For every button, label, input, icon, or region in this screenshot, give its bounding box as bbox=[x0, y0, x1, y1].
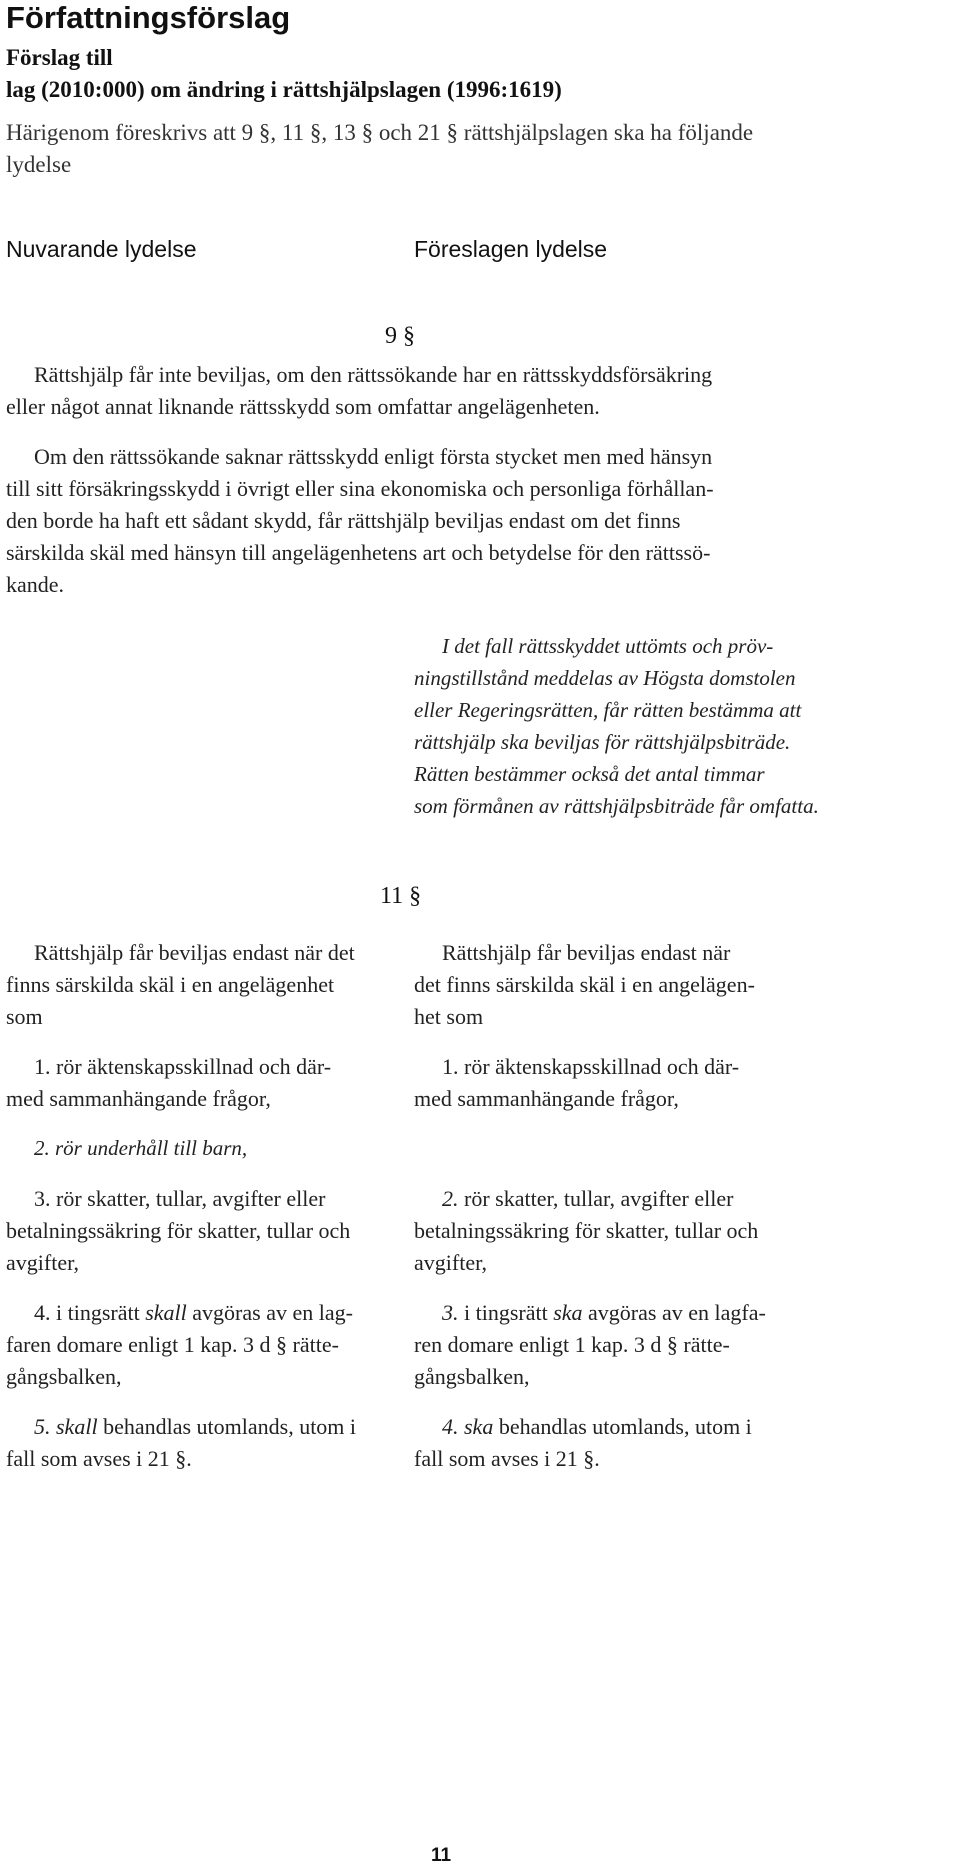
column-header-current: Nuvarande lydelse bbox=[6, 236, 197, 262]
s11-right-item4-suffix: behandlas utomlands, utom i bbox=[493, 1414, 752, 1439]
s11-right-item3-line3: gångsbalken, bbox=[414, 1364, 530, 1389]
s11-right-item3-mid: i tingsrätt bbox=[458, 1300, 554, 1325]
s9-p2-line2: till sitt försäkringsskydd i övrigt eller sina ekonomiska och personliga förhållan- bbox=[6, 476, 714, 501]
section-11-heading: 11 § bbox=[380, 883, 422, 909]
s11-right-intro-line2: det finns särskilda skäl i en angelägen- bbox=[414, 972, 755, 997]
s11-left-item4-prefix: 4. i tingsrätt bbox=[34, 1300, 146, 1325]
document-title: Författningsförslag bbox=[6, 0, 291, 35]
s9-p3-line6: som förmånen av rättshjälpsbiträde får omfatta. bbox=[414, 794, 819, 818]
s9-p3-line3: eller Regeringsrätten, får rätten bestämma att bbox=[414, 698, 802, 722]
s11-left-item5-num: 5. bbox=[34, 1414, 56, 1439]
intro-line2: lydelse bbox=[6, 152, 72, 177]
s11-left-intro-line2: finns särskilda skäl i en angelägenhet bbox=[6, 972, 335, 997]
s11-left-item5-line1 bbox=[34, 1410, 356, 1443]
s9-p2-line1: Om den rättssökande saknar rättsskydd enligt första stycket men med hänsyn bbox=[34, 444, 713, 469]
s11-right-item4-line1 bbox=[442, 1410, 752, 1443]
page-number: 11 bbox=[431, 1845, 452, 1866]
s11-left-item1-line2: med sammanhängande frågor, bbox=[6, 1086, 271, 1111]
s9-p1-line1: Rättshjälp får inte beviljas, om den rättssökande har en rättsskyddsförsäkring bbox=[34, 362, 713, 387]
s11-left-item3-line1: 3. rör skatter, tullar, avgifter eller bbox=[34, 1186, 326, 1211]
s11-left-item4-line1 bbox=[34, 1296, 353, 1329]
s9-p3-line4: rättshjälp ska beviljas för rättshjälpsbiträde. bbox=[414, 730, 791, 754]
s11-left-item5-emphasis: skall bbox=[56, 1414, 98, 1439]
s11-right-item1-line2: med sammanhängande frågor, bbox=[414, 1086, 679, 1111]
s11-left-item4-suffix: avgöras av en lag- bbox=[186, 1300, 353, 1325]
intro-line1: Härigenom föreskrivs att 9 §, 11 §, 13 § och 21 § rättshjälpslagen ska ha följande bbox=[6, 120, 754, 145]
s11-right-item1-line1: 1. rör äktenskapsskillnad och där- bbox=[442, 1054, 740, 1079]
s11-left-item1-line1: 1. rör äktenskapsskillnad och där- bbox=[34, 1054, 332, 1079]
bill-heading-line2: lag (2010:000) om ändring i rättshjälpslagen (1996:1619) bbox=[6, 77, 562, 102]
s11-right-item3-emphasis: ska bbox=[553, 1300, 583, 1325]
s11-right-item2-line3: avgifter, bbox=[414, 1250, 488, 1275]
bill-heading-line1: Förslag till bbox=[6, 45, 113, 70]
s9-p2-line4: särskilda skäl med hänsyn till angelägenhetens art och betydelse för den rättssö- bbox=[6, 540, 711, 565]
column-header-proposed: Föreslagen lydelse bbox=[414, 236, 608, 262]
s9-p3-line2: ningstillstånd meddelas av Högsta domstolen bbox=[414, 666, 796, 690]
s11-right-item2-line2: betalningssäkring för skatter, tullar och bbox=[414, 1218, 759, 1243]
s11-left-item5-suffix: behandlas utomlands, utom i bbox=[97, 1414, 357, 1439]
s11-left-item3-line2: betalningssäkring för skatter, tullar och bbox=[6, 1218, 351, 1243]
s9-p3-line5: Rätten bestämmer också det antal timmar bbox=[414, 762, 765, 786]
s11-right-item4-emphasis: ska bbox=[464, 1414, 494, 1439]
s11-right-item3-num: 3. bbox=[442, 1300, 459, 1325]
s11-left-intro-line3: som bbox=[6, 1004, 43, 1029]
s11-left-item4-line2: faren domare enligt 1 kap. 3 d § rätte- bbox=[6, 1332, 339, 1357]
s11-left-item5-line2: fall som avses i 21 §. bbox=[6, 1446, 192, 1471]
section-9-heading: 9 § bbox=[385, 323, 415, 349]
s11-left-item4-emphasis: skall bbox=[145, 1300, 187, 1325]
s11-right-item4-num: 4. bbox=[442, 1414, 464, 1439]
s11-left-item2: 2. rör underhåll till barn, bbox=[34, 1136, 248, 1160]
s11-right-item4-line2: fall som avses i 21 §. bbox=[414, 1446, 600, 1471]
s9-p1-line2: eller något annat liknande rättsskydd som omfattar angelägenheten. bbox=[6, 394, 600, 419]
s11-left-item4-line3: gångsbalken, bbox=[6, 1364, 122, 1389]
s11-right-intro-line3: het som bbox=[414, 1004, 484, 1029]
s11-right-item2-line1 bbox=[442, 1182, 733, 1215]
s9-p3-line1: I det fall rättsskyddet uttömts och pröv- bbox=[442, 634, 774, 658]
s11-right-item2-num: 2. bbox=[442, 1186, 459, 1211]
s11-left-intro-line1: Rättshjälp får beviljas endast när det bbox=[34, 940, 355, 965]
s11-right-item3-line2: ren domare enligt 1 kap. 3 d § rätte- bbox=[414, 1332, 730, 1357]
s11-right-item3-suffix: avgöras av en lagfa- bbox=[582, 1300, 766, 1325]
s9-p2-line5: kande. bbox=[6, 572, 65, 597]
s11-right-item3-line1 bbox=[442, 1296, 766, 1329]
s11-right-item2-text: rör skatter, tullar, avgifter eller bbox=[458, 1186, 734, 1211]
s9-p2-line3: den borde ha haft ett sådant skydd, får rättshjälp beviljas endast om det finns bbox=[6, 508, 681, 533]
s11-right-intro-line1: Rättshjälp får beviljas endast när bbox=[442, 940, 731, 965]
s11-left-item3-line3: avgifter, bbox=[6, 1250, 80, 1275]
